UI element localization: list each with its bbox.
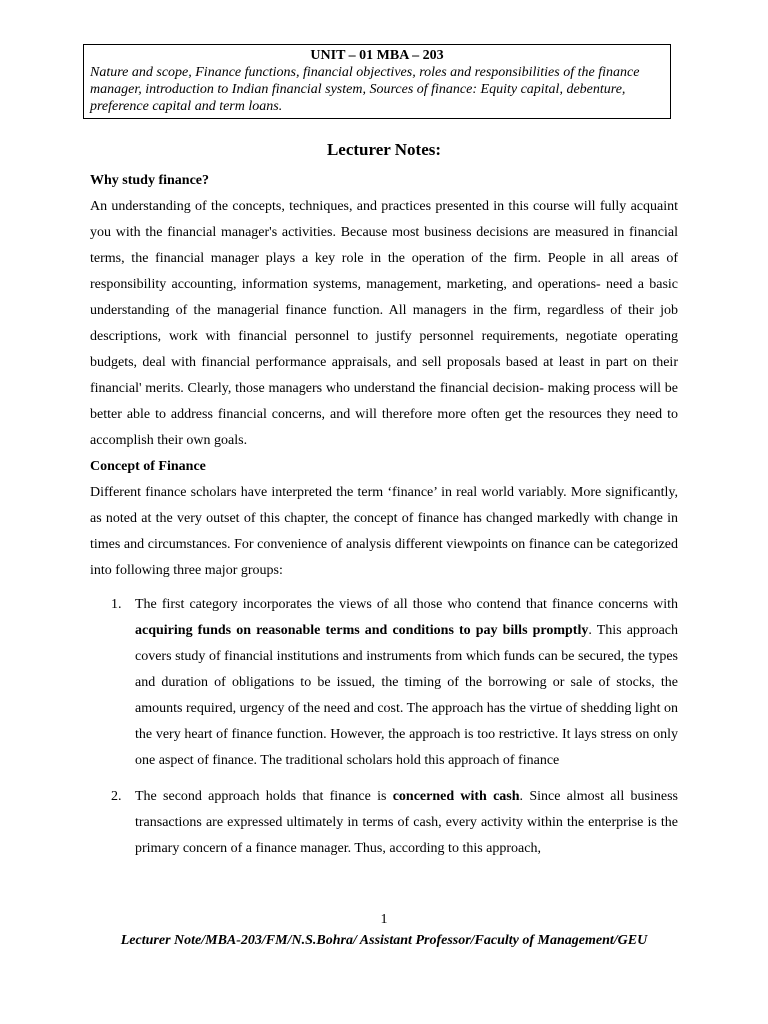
document-body (90, 168, 678, 862)
section-heading-concept-of-finance: Concept of Finance (90, 459, 206, 474)
list-item-bold-text: concerned with cash (392, 789, 520, 804)
list-item (90, 592, 678, 774)
list-item-number: 1. (111, 597, 122, 612)
section-heading-why-study-finance: Why study finance? (90, 173, 210, 188)
list-item-bold-text: acquiring funds on reasonable terms and conditions to pay bills promptly (135, 623, 589, 638)
page-footer: Lecturer Note/MBA-203/FM/N.S.Bohra/ Assistant Professor/Faculty of Management/GEU (120, 933, 648, 948)
page-number: 1 (380, 912, 388, 927)
unit-title: UNIT – 01 MBA – 203 (310, 48, 444, 63)
list-item (90, 784, 678, 862)
unit-header-box (83, 44, 671, 119)
concept-of-finance-paragraph: Different finance scholars have interpreted the term ‘finance’ in real world variably. More significantly, as noted at the very outset of this chapter, the concept of finance has changed markedly with change in times and circumstances. For convenience of analysis different viewpoints on finance can be categorized into following three major groups: (90, 485, 678, 578)
list-item-text-continued: . This approach covers study of financial institutions and instruments from which funds can be secured, the types and duration of obligations to be issued, the timing of the borrowing or sale of stocks, the amounts required, urgency of the need and cost. The approach has the virtue of shedding light on the very heart of finance function. However, the approach is too restrictive. It lays stress on only one aspect of finance. The traditional scholars hold this approach of finance (135, 623, 678, 768)
page-title: Lecturer Notes: (326, 140, 442, 159)
why-study-finance-paragraph: An understanding of the concepts, techniques, and practices presented in this course will fully acquaint you with the financial manager's activities. Because most business decisions are measured in financial terms, the financial manager plays a key role in the operation of the firm. People in all areas of responsibility accounting, information systems, management, marketing, and operations- need a basic understanding of the managerial finance function. All managers in the firm, regardless of their job descriptions, work with financial personnel to justify personnel requirements, negotiate operating budgets, deal with financial performance appraisals, and sell proposals based at least in part on their financial' merits. Clearly, those managers who understand the financial decision- making process will be better able to address financial concerns, and will therefore more often get the resources they need to accomplish their own goals. (90, 199, 678, 448)
list-item-text: The second approach holds that finance is (135, 789, 393, 804)
finance-approaches-list (90, 592, 678, 862)
unit-description: Nature and scope, Finance functions, financial objectives, roles and responsibilities of the finance manager, introduction to Indian financial system, Sources of finance: Equity capital, debenture, preference capital and term loans. (90, 65, 640, 114)
list-item-text-continued: . Since almost all business transactions are expressed ultimately in terms of cash, every activity within the enterprise is the primary concern of a finance manager. Thus, according to this approach, (135, 789, 678, 856)
list-item-number: 2. (111, 789, 122, 804)
list-item-text: The first category incorporates the views of all those who contend that finance concerns with (135, 597, 678, 612)
